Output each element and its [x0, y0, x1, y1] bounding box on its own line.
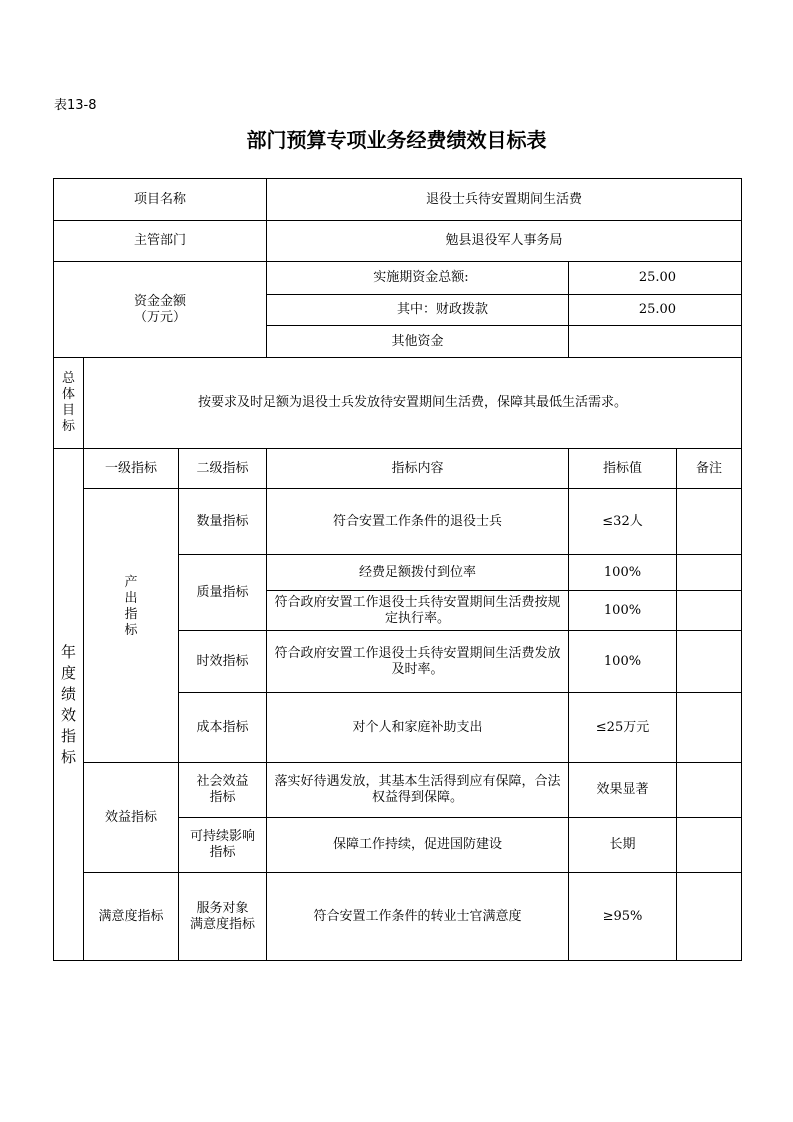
output-indicators-char: 指	[124, 607, 138, 622]
overall-goal-char: 体	[61, 387, 75, 402]
satisfaction-level1: 满意度指标	[84, 873, 179, 961]
funds-fiscal-label: 其中：财政拨款	[267, 295, 569, 326]
indicator-row-social-benefit	[54, 763, 742, 818]
quantity-content: 符合安置工作条件的退役士兵	[267, 489, 569, 555]
project-name-row	[54, 179, 742, 221]
indicator-row-satisfaction	[54, 873, 742, 961]
header-level2: 二级指标	[179, 449, 267, 489]
sustainability-remark	[677, 818, 742, 873]
department-label: 主管部门	[54, 221, 267, 262]
benefit-level1: 效益指标	[84, 763, 179, 873]
quality-value-2: 100%	[569, 591, 677, 631]
sustainability-content: 保障工作持续，促进国防建设	[267, 818, 569, 873]
timeliness-level2: 时效指标	[179, 631, 267, 693]
output-indicators-char: 出	[124, 591, 138, 606]
funds-label-line2: （万元）	[133, 309, 186, 325]
output-indicators-char: 标	[124, 623, 138, 638]
annual-indicators-char: 指	[60, 726, 76, 745]
overall-goal-label	[54, 358, 84, 449]
header-value: 指标值	[569, 449, 677, 489]
cost-value: ≤25万元	[569, 693, 677, 763]
funds-total-value: 25.00	[569, 262, 742, 295]
department-value: 勉县退役军人事务局	[267, 221, 742, 262]
quality-remark-1	[677, 555, 742, 591]
quality-value-1: 100%	[569, 555, 677, 591]
timeliness-remark	[677, 631, 742, 693]
performance-target-table	[53, 178, 742, 961]
table-number: 表13-8	[54, 98, 97, 113]
annual-indicators-char: 年	[60, 642, 76, 661]
satisfaction-level2-line2: 满意度指标	[189, 916, 255, 932]
cost-content: 对个人和家庭补助支出	[267, 693, 569, 763]
annual-indicators-char: 标	[60, 747, 76, 766]
quality-content-1: 经费足额拨付到位率	[267, 555, 569, 591]
sustainability-level2-line1: 可持续影响	[189, 829, 255, 844]
timeliness-content: 符合政府安置工作退役士兵待安置期间生活费发放及时率。	[267, 631, 569, 693]
annual-indicators-char: 度	[60, 663, 76, 682]
header-remark: 备注	[677, 449, 742, 489]
indicator-row-quantity	[54, 489, 742, 555]
satisfaction-remark	[677, 873, 742, 961]
annual-indicators-char: 绩	[60, 684, 76, 703]
quality-content-2: 符合政府安置工作退役士兵待安置期间生活费按规定执行率。	[267, 591, 569, 631]
satisfaction-value: ≥95%	[569, 873, 677, 961]
social-benefit-content: 落实好待遇发放，其基本生活得到应有保障，合法权益得到保障。	[267, 763, 569, 818]
quantity-value: ≤32人	[569, 489, 677, 555]
output-indicators-label	[84, 489, 179, 763]
funds-label	[54, 262, 267, 358]
funds-total-row	[54, 262, 742, 295]
social-benefit-remark	[677, 763, 742, 818]
annual-indicators-label	[54, 449, 84, 961]
overall-goal-char: 总	[61, 371, 75, 386]
output-indicators-char: 产	[124, 575, 138, 590]
indicator-header-row	[54, 449, 742, 489]
quantity-level2: 数量指标	[179, 489, 267, 555]
header-content: 指标内容	[267, 449, 569, 489]
project-name-value: 退役士兵待安置期间生活费	[267, 179, 742, 221]
overall-goal-char: 目	[61, 403, 75, 418]
project-name-label: 项目名称	[54, 179, 267, 221]
social-benefit-value: 效果显著	[569, 763, 677, 818]
funds-other-value	[569, 326, 742, 358]
funds-fiscal-value: 25.00	[569, 295, 742, 326]
satisfaction-content: 符合安置工作条件的转业士官满意度	[267, 873, 569, 961]
satisfaction-level2	[179, 873, 267, 961]
funds-total-label: 实施期资金总额:	[267, 262, 569, 295]
overall-goal-text: 按要求及时足额为退役士兵发放待安置期间生活费，保障其最低生活需求。	[84, 358, 742, 449]
social-benefit-level2-line1: 社会效益	[196, 774, 249, 789]
satisfaction-level2-line1: 服务对象	[196, 900, 249, 916]
timeliness-value: 100%	[569, 631, 677, 693]
cost-level2: 成本指标	[179, 693, 267, 763]
annual-indicators-char: 效	[60, 705, 76, 724]
social-benefit-level2-line2: 指标	[209, 790, 236, 805]
sustainability-value: 长期	[569, 818, 677, 873]
overall-goal-row	[54, 358, 742, 449]
funds-label-line1: 资金金额	[133, 293, 186, 309]
sustainability-level2-line2: 指标	[209, 845, 236, 860]
overall-goal-char: 标	[61, 419, 75, 434]
page-title: 部门预算专项业务经费绩效目标表	[246, 128, 547, 152]
quality-level2: 质量指标	[179, 555, 267, 631]
quality-remark-2	[677, 591, 742, 631]
department-row	[54, 221, 742, 262]
quantity-remark	[677, 489, 742, 555]
funds-other-label: 其他资金	[267, 326, 569, 358]
sustainability-level2	[179, 818, 267, 873]
cost-remark	[677, 693, 742, 763]
social-benefit-level2	[179, 763, 267, 818]
header-level1: 一级指标	[84, 449, 179, 489]
